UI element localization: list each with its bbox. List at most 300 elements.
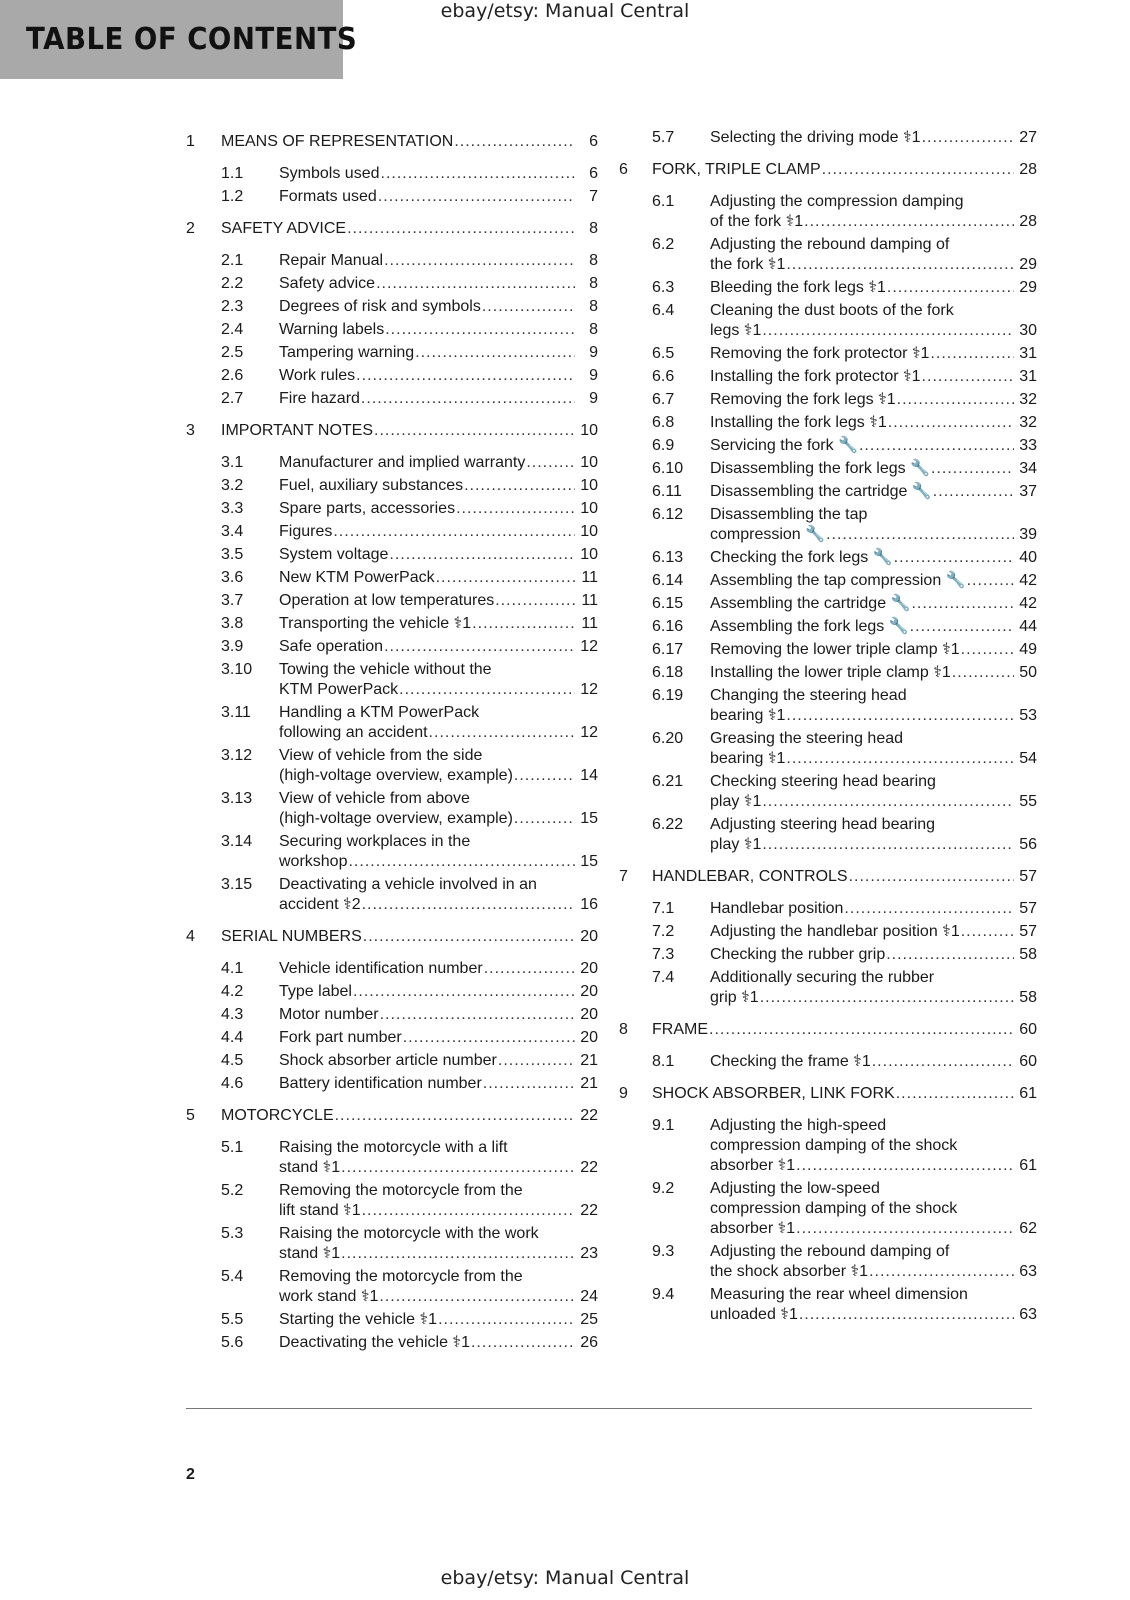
section-number: 4.6 [221, 1075, 244, 1092]
section-title-line: Adjusting the low-speed [710, 1180, 880, 1197]
section-title: Disassembling the cartridge 🔧 [710, 483, 932, 500]
section-number: 6.15 [652, 595, 684, 612]
section-body [279, 875, 598, 915]
section-title-line: Securing workplaces in the [279, 833, 471, 850]
section-title: the shock absorber ⚕1 [710, 1263, 869, 1280]
section-title-line: View of vehicle from the side [279, 747, 483, 764]
section-title-line [279, 274, 598, 294]
section-title: Removing the fork legs ⚕1 [710, 391, 896, 408]
section-title-line [710, 1219, 1037, 1239]
section-title: play ⚕1 [710, 793, 762, 810]
section-title-line [279, 164, 598, 184]
section-body [710, 459, 1037, 479]
toc-section[interactable] [619, 594, 1037, 614]
toc-section[interactable] [186, 187, 598, 207]
chapter-title-line [221, 1104, 598, 1127]
toc-section[interactable] [619, 413, 1037, 433]
section-title-line: Adjusting the compression damping [710, 193, 964, 210]
toc-section[interactable] [619, 968, 1037, 1008]
toc-section[interactable] [186, 875, 598, 915]
toc-section[interactable] [186, 591, 598, 611]
section-body [710, 128, 1037, 148]
section-body [279, 366, 598, 386]
section-number: 6.1 [652, 193, 675, 210]
toc-section[interactable] [619, 1052, 1037, 1072]
section-page: 21 [580, 1052, 598, 1069]
header-title-box [0, 0, 358, 79]
toc-section[interactable] [619, 1116, 1037, 1176]
section-title-line: compression damping of the shock [710, 1137, 958, 1154]
dot-leader [374, 419, 575, 442]
section-title: Handlebar position [710, 900, 844, 917]
section-page: 21 [580, 1075, 598, 1092]
section-title-line [279, 982, 598, 1002]
section-number: 2.3 [221, 298, 244, 315]
section-title: Safe operation [279, 638, 384, 655]
section-body [710, 945, 1037, 965]
section-body [710, 278, 1037, 298]
dot-leader [886, 945, 1014, 965]
section-title: Tampering warning [279, 344, 415, 361]
toc-section[interactable] [186, 164, 598, 184]
section-number: 3.8 [221, 615, 244, 632]
chapter-title: MEANS OF REPRESENTATION [221, 133, 454, 150]
section-title-line [710, 482, 1037, 502]
section-title-line [279, 1244, 598, 1264]
toc-section[interactable] [619, 278, 1037, 298]
section-title: Assembling the tap compression 🔧 [710, 572, 966, 589]
dot-leader [376, 274, 575, 294]
section-title-line [279, 614, 598, 634]
section-body [710, 301, 1037, 341]
section-title: Manufacturer and implied warranty [279, 454, 526, 471]
section-number: 6.6 [652, 368, 675, 385]
section-body [279, 476, 598, 496]
section-page: 50 [1019, 664, 1037, 681]
section-body [279, 1074, 598, 1094]
section-page: 8 [589, 298, 598, 315]
section-title-line [710, 1305, 1037, 1325]
dot-leader [514, 809, 575, 829]
section-title-line [279, 895, 598, 915]
chapter-page: 22 [580, 1107, 598, 1124]
section-number: 6.11 [652, 483, 682, 500]
section-title-line [279, 453, 598, 473]
toc-section[interactable] [186, 274, 598, 294]
toc-chapter-heading[interactable] [186, 419, 598, 442]
toc-section[interactable] [619, 301, 1037, 341]
section-body [279, 453, 598, 473]
section-body [279, 164, 598, 184]
toc-section[interactable] [619, 922, 1037, 942]
toc-section[interactable] [186, 1224, 598, 1264]
section-title-line [279, 1074, 598, 1094]
section-title: System voltage [279, 546, 389, 563]
section-title-line: Handling a KTM PowerPack [279, 704, 480, 721]
toc-chapter-heading[interactable] [619, 158, 1037, 181]
dot-leader [967, 571, 1014, 591]
toc-chapter-heading[interactable] [186, 1104, 598, 1127]
section-page: 39 [1019, 526, 1037, 543]
section-body [279, 187, 598, 207]
section-title-line [710, 459, 1037, 479]
section-title: Adjusting the handlebar position ⚕1 [710, 923, 960, 940]
toc-section[interactable] [186, 343, 598, 363]
section-title: bearing ⚕1 [710, 707, 786, 724]
section-number: 9.4 [652, 1286, 675, 1303]
toc-section[interactable] [619, 571, 1037, 591]
toc-section[interactable] [186, 1267, 598, 1307]
section-title: Fuel, auxiliary substances [279, 477, 464, 494]
section-body [279, 637, 598, 657]
section-body [710, 571, 1037, 591]
section-page: 24 [580, 1288, 598, 1305]
section-title: Degrees of risk and symbols [279, 298, 481, 315]
section-page: 10 [580, 546, 598, 563]
toc-section[interactable] [186, 251, 598, 271]
toc-section[interactable] [619, 436, 1037, 456]
section-body [279, 1267, 598, 1307]
chapter-title-line [652, 1082, 1037, 1105]
section-title-line: Adjusting the high-speed [710, 1117, 887, 1134]
section-number: 7.3 [652, 946, 675, 963]
section-title-line [279, 1051, 598, 1071]
section-title-line [710, 1052, 1037, 1072]
dot-leader [484, 959, 575, 979]
section-body [710, 594, 1037, 614]
toc-section[interactable] [186, 637, 598, 657]
chapter-number: 4 [186, 928, 195, 945]
section-body [710, 1116, 1037, 1176]
section-body [279, 1310, 598, 1330]
toc-section[interactable] [186, 1005, 598, 1025]
section-number: 6.5 [652, 345, 675, 362]
dot-leader [762, 835, 1014, 855]
dot-leader [415, 343, 575, 363]
dot-leader [888, 413, 1014, 433]
toc-section[interactable] [186, 1051, 598, 1071]
section-title: Servicing the fork 🔧 [710, 437, 858, 454]
dot-leader [495, 591, 575, 611]
section-number: 6.14 [652, 572, 684, 589]
section-title-line [279, 766, 598, 786]
dot-leader [362, 895, 575, 915]
toc-section[interactable] [619, 945, 1037, 965]
dot-leader [514, 766, 575, 786]
section-body [279, 660, 598, 700]
section-page: 42 [1019, 572, 1037, 589]
chapter-number: 9 [619, 1085, 628, 1102]
toc-section[interactable] [619, 1285, 1037, 1325]
section-title: the fork ⚕1 [710, 256, 786, 273]
section-title-line [710, 792, 1037, 812]
section-title-line [279, 852, 598, 872]
section-number: 2.1 [221, 252, 244, 269]
toc-section[interactable] [186, 1138, 598, 1178]
section-title-line [279, 1287, 598, 1307]
toc-section[interactable] [619, 128, 1037, 148]
dot-leader [786, 749, 1014, 769]
toc-section[interactable] [619, 663, 1037, 683]
section-number: 6.3 [652, 279, 675, 296]
toc-section[interactable] [619, 640, 1037, 660]
toc-section[interactable] [619, 192, 1037, 232]
section-title: of the fork ⚕1 [710, 213, 804, 230]
section-title: Safety advice [279, 275, 376, 292]
toc-chapter-heading[interactable] [619, 1082, 1037, 1105]
dot-leader [385, 320, 575, 340]
section-title-line: Raising the motorcycle with a lift [279, 1139, 508, 1156]
section-title: Type label [279, 983, 352, 1000]
section-page: 11 [581, 569, 598, 586]
section-number: 1.2 [221, 188, 244, 205]
dot-leader [887, 278, 1014, 298]
section-number: 5.4 [221, 1268, 244, 1285]
section-title: grip ⚕1 [710, 989, 759, 1006]
toc-section[interactable] [619, 686, 1037, 726]
section-page: 53 [1019, 707, 1037, 724]
toc-section[interactable] [186, 499, 598, 519]
toc-section[interactable] [186, 982, 598, 1002]
dot-leader [526, 453, 575, 473]
section-title-line [710, 706, 1037, 726]
page-number: 2 [186, 1466, 195, 1483]
section-page: 28 [1019, 213, 1037, 230]
section-number: 7.2 [652, 923, 675, 940]
toc-section[interactable] [619, 548, 1037, 568]
section-number: 6.8 [652, 414, 675, 431]
section-number: 3.15 [221, 876, 253, 893]
section-number: 3.10 [221, 661, 253, 678]
toc-section[interactable] [619, 235, 1037, 275]
chapter-number: 3 [186, 422, 195, 439]
toc-section[interactable] [619, 482, 1037, 502]
section-body [279, 1224, 598, 1264]
section-page: 11 [581, 592, 598, 609]
toc-section[interactable] [619, 344, 1037, 364]
section-page: 23 [580, 1245, 598, 1262]
toc-section[interactable] [186, 1074, 598, 1094]
section-title-line [710, 525, 1037, 545]
section-number: 7.1 [652, 900, 675, 917]
section-title-line [710, 571, 1037, 591]
toc-section[interactable] [186, 476, 598, 496]
section-title: Checking the rubber grip [710, 946, 886, 963]
dot-leader [896, 1082, 1014, 1105]
section-number: 6.9 [652, 437, 675, 454]
section-body [710, 235, 1037, 275]
section-number: 3.5 [221, 546, 244, 563]
section-title-line [279, 476, 598, 496]
chapter-title-line [221, 419, 598, 442]
section-body [710, 1052, 1037, 1072]
dot-leader [961, 640, 1014, 660]
section-title-line [710, 321, 1037, 341]
toc-section[interactable] [619, 390, 1037, 410]
section-title-line: Removing the motorcycle from the [279, 1268, 523, 1285]
section-number: 4.2 [221, 983, 244, 1000]
chapter-number: 8 [619, 1021, 628, 1038]
section-title-line [279, 680, 598, 700]
section-page: 10 [580, 500, 598, 517]
section-title-line [279, 723, 598, 743]
section-page: 27 [1019, 129, 1037, 146]
toc-chapter [186, 217, 598, 409]
section-body [710, 344, 1037, 364]
section-number: 7.4 [652, 969, 675, 986]
section-page: 32 [1019, 391, 1037, 408]
dot-leader [363, 925, 575, 948]
section-title: Spare parts, accessories [279, 500, 456, 517]
dot-leader [436, 568, 575, 588]
section-title: stand ⚕1 [279, 1245, 341, 1262]
toc-section[interactable] [186, 1181, 598, 1221]
section-title-line [710, 548, 1037, 568]
toc-section[interactable] [619, 617, 1037, 637]
dot-leader [341, 1158, 575, 1178]
section-title: Shock absorber article number [279, 1052, 497, 1069]
toc-section[interactable] [186, 703, 598, 743]
dot-leader [361, 389, 575, 409]
section-title: Symbols used [279, 165, 380, 182]
toc-section[interactable] [186, 522, 598, 542]
section-page: 34 [1019, 460, 1037, 477]
section-title: accident ⚕2 [279, 896, 361, 913]
section-number: 2.6 [221, 367, 244, 384]
section-page: 20 [580, 960, 598, 977]
section-page: 20 [580, 1029, 598, 1046]
section-body [279, 959, 598, 979]
section-body [710, 1242, 1037, 1282]
dot-leader [826, 525, 1014, 545]
section-title: KTM PowerPack [279, 681, 399, 698]
section-page: 61 [1019, 1157, 1037, 1174]
section-title-line [710, 390, 1037, 410]
section-page: 60 [1019, 1053, 1037, 1070]
section-page: 26 [580, 1334, 598, 1351]
toc-section[interactable] [186, 614, 598, 634]
toc-section[interactable] [186, 1028, 598, 1048]
chapter-title: HANDLEBAR, CONTROLS [652, 868, 848, 885]
dot-leader [362, 1201, 575, 1221]
section-page: 8 [589, 275, 598, 292]
section-title: (high-voltage overview, example) [279, 767, 513, 784]
dot-leader [454, 130, 575, 153]
chapter-number: 5 [186, 1107, 195, 1124]
section-title-line [279, 959, 598, 979]
section-title-line [279, 499, 598, 519]
section-body [279, 522, 598, 542]
dot-leader [897, 390, 1014, 410]
section-body [279, 789, 598, 829]
section-title-line: Additionally securing the rubber [710, 969, 935, 986]
toc-section[interactable] [619, 505, 1037, 545]
section-title-line [279, 187, 598, 207]
section-number: 3.11 [221, 704, 251, 721]
toc-chapter-heading[interactable] [619, 1018, 1037, 1041]
chapter-title-line [221, 925, 598, 948]
dot-leader [933, 482, 1014, 502]
section-title-line [710, 344, 1037, 364]
toc-section[interactable] [186, 1333, 598, 1353]
chapter-title-line [652, 865, 1037, 888]
section-body [710, 729, 1037, 769]
section-page: 54 [1019, 750, 1037, 767]
toc-section[interactable] [619, 367, 1037, 387]
dot-leader [894, 548, 1014, 568]
dot-leader [335, 1104, 575, 1127]
toc-section[interactable] [186, 568, 598, 588]
toc-section[interactable] [186, 366, 598, 386]
section-number: 5.5 [221, 1311, 244, 1328]
toc-section[interactable] [186, 453, 598, 473]
dot-leader [931, 459, 1014, 479]
section-title: Warning labels [279, 321, 385, 338]
section-title: Deactivating the vehicle ⚕1 [279, 1334, 470, 1351]
toc-section[interactable] [619, 899, 1037, 919]
section-title: Figures [279, 523, 333, 540]
section-title-line [279, 809, 598, 829]
toc-section[interactable] [186, 959, 598, 979]
toc-section[interactable] [186, 832, 598, 872]
section-number: 6.7 [652, 391, 675, 408]
toc-section[interactable] [186, 1310, 598, 1330]
section-body [279, 1051, 598, 1071]
section-page: 58 [1019, 946, 1037, 963]
toc-section[interactable] [619, 1242, 1037, 1282]
toc-chapter-heading[interactable] [186, 217, 598, 240]
toc-right-column [619, 120, 1037, 1328]
watermark-top: ebay/etsy: Manual Central [440, 0, 690, 22]
dot-leader [498, 1051, 575, 1071]
dot-leader [379, 1287, 575, 1307]
toc-chapter-heading[interactable] [186, 925, 598, 948]
toc-section[interactable] [186, 660, 598, 700]
toc-section[interactable] [186, 746, 598, 786]
section-page: 42 [1019, 595, 1037, 612]
toc-chapter [619, 865, 1037, 1008]
section-title-line: Towing the vehicle without the [279, 661, 492, 678]
toc-section[interactable] [619, 772, 1037, 812]
section-body [279, 746, 598, 786]
section-body [710, 413, 1037, 433]
toc-section[interactable] [619, 815, 1037, 855]
toc-section[interactable] [619, 1179, 1037, 1239]
section-number: 4.3 [221, 1006, 244, 1023]
toc-section[interactable] [186, 320, 598, 340]
toc-section[interactable] [619, 459, 1037, 479]
dot-leader [381, 164, 576, 184]
toc-chapter [186, 130, 598, 207]
toc-section[interactable] [619, 729, 1037, 769]
toc-chapter-heading[interactable] [619, 865, 1037, 888]
toc-section[interactable] [186, 297, 598, 317]
toc-section[interactable] [186, 789, 598, 829]
section-title-line [710, 945, 1037, 965]
section-page: 63 [1019, 1306, 1037, 1323]
dot-leader [403, 1028, 575, 1048]
section-title-line [710, 255, 1037, 275]
section-number: 6.10 [652, 460, 684, 477]
toc-chapter-heading[interactable] [186, 130, 598, 153]
chapter-title: SAFETY ADVICE [221, 220, 347, 237]
section-body [710, 482, 1037, 502]
section-number: 6.17 [652, 641, 684, 658]
toc-section[interactable] [186, 389, 598, 409]
section-title: play ⚕1 [710, 836, 762, 853]
toc-section[interactable] [186, 545, 598, 565]
section-number: 5.7 [652, 129, 675, 146]
